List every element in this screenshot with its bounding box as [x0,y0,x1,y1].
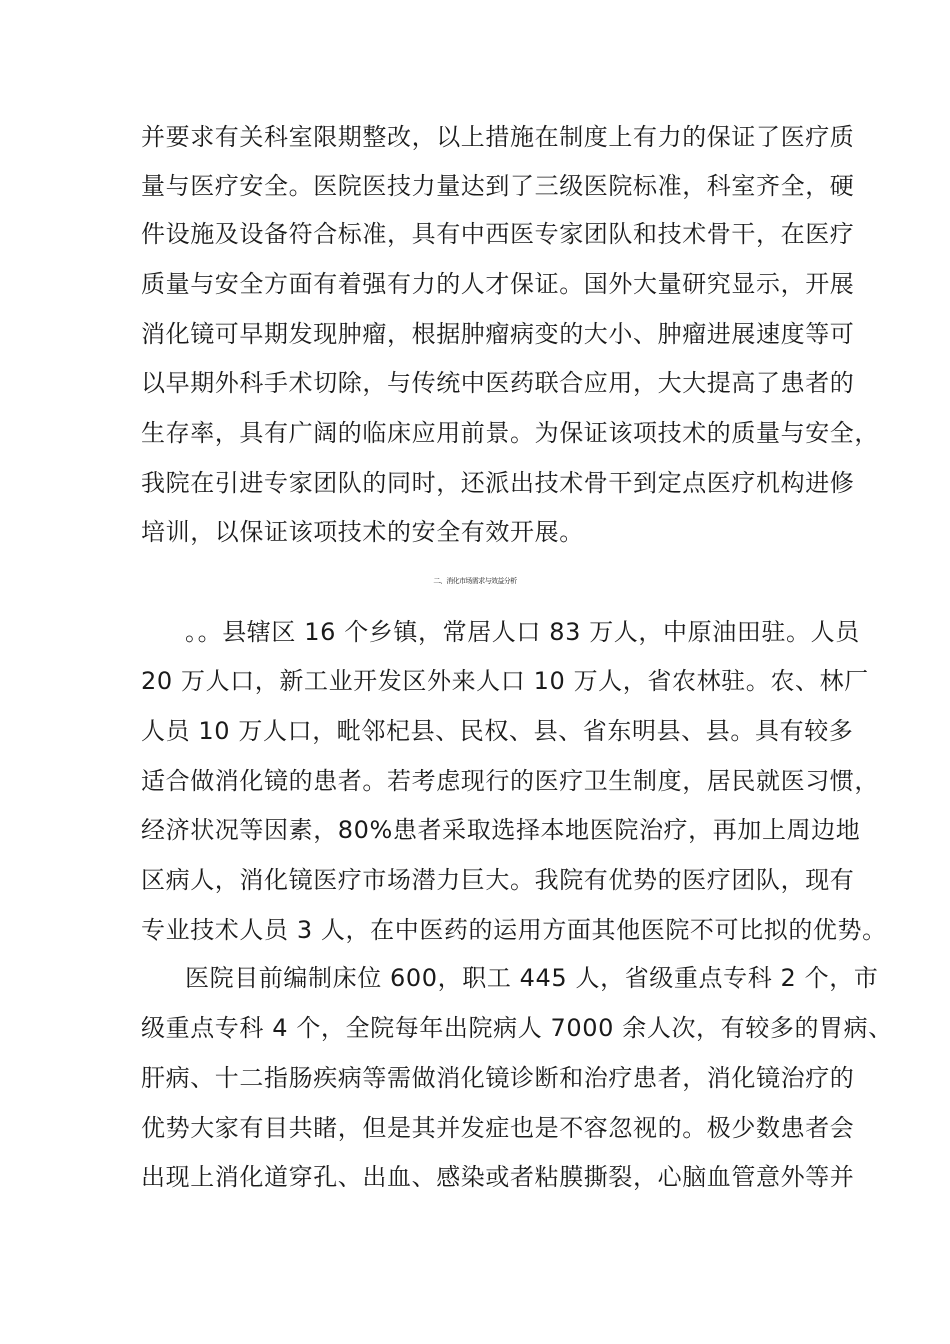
text-line: 。。县辖区 16 个乡镇，常居人口 83 万人，中原油田驻。人员 [185,618,860,646]
text-line: 20 万人口，新工业开发区外来人口 10 万人，省农林驻。农、林厂 [141,667,869,695]
text-line: 培训，以保证该项技术的安全有效开展。 [141,518,584,546]
text-line: 出现上消化道穿孔、出血、感染或者粘膜撕裂，心脑血管意外等并 [141,1163,855,1191]
text-line: 并要求有关科室限期整改，以上措施在制度上有力的保证了医疗质 [141,123,855,151]
text-line: 医院目前编制床位 600，职工 445 人，省级重点专科 2 个，市 [185,964,879,992]
text-line: 量与医疗安全。医院医技力量达到了三级医院标准，科室齐全，硬 [141,172,855,200]
text-line: 区病人，消化镜医疗市场潜力巨大。我院有优势的医疗团队，现有 [141,866,855,894]
text-line: 我院在引进专家团队的同时，还派出技术骨干到定点医疗机构进修 [141,469,855,497]
text-line: 生存率，具有广阔的临床应用前景。为保证该项技术的质量与安全， [141,419,879,447]
section-heading: 二、消化市场需求与效益分析 [433,577,517,585]
text-line: 优势大家有目共睹，但是其并发症也是不容忽视的。极少数患者会 [141,1114,855,1142]
text-line: 级重点专科 4 个，全院每年出院病人 7000 余人次，有较多的胃病、 [141,1014,893,1042]
text-line: 以早期外科手术切除，与传统中医药联合应用，大大提高了患者的 [141,369,855,397]
text-line: 适合做消化镜的患者。若考虑现行的医疗卫生制度，居民就医习惯， [141,767,879,795]
text-line: 肝病、十二指肠疾病等需做消化镜诊断和治疗患者，消化镜治疗的 [141,1064,855,1092]
text-line: 件设施及设备符合标准，具有中西医专家团队和技术骨干，在医疗 [141,220,855,248]
text-line: 人员 10 万人口，毗邻杞县、民权、县、省东明县、县。具有较多 [141,717,854,745]
text-line: 质量与安全方面有着强有力的人才保证。国外大量研究显示，开展 [141,270,855,298]
text-line: 专业技术人员 3 人，在中医药的运用方面其他医院不可比拟的优势。 [141,916,887,944]
text-line: 经济状况等因素，80%患者采取选择本地医院治疗，再加上周边地 [141,816,861,844]
text-line: 消化镜可早期发现肿瘤，根据肿瘤病变的大小、肿瘤进展速度等可 [141,320,855,348]
